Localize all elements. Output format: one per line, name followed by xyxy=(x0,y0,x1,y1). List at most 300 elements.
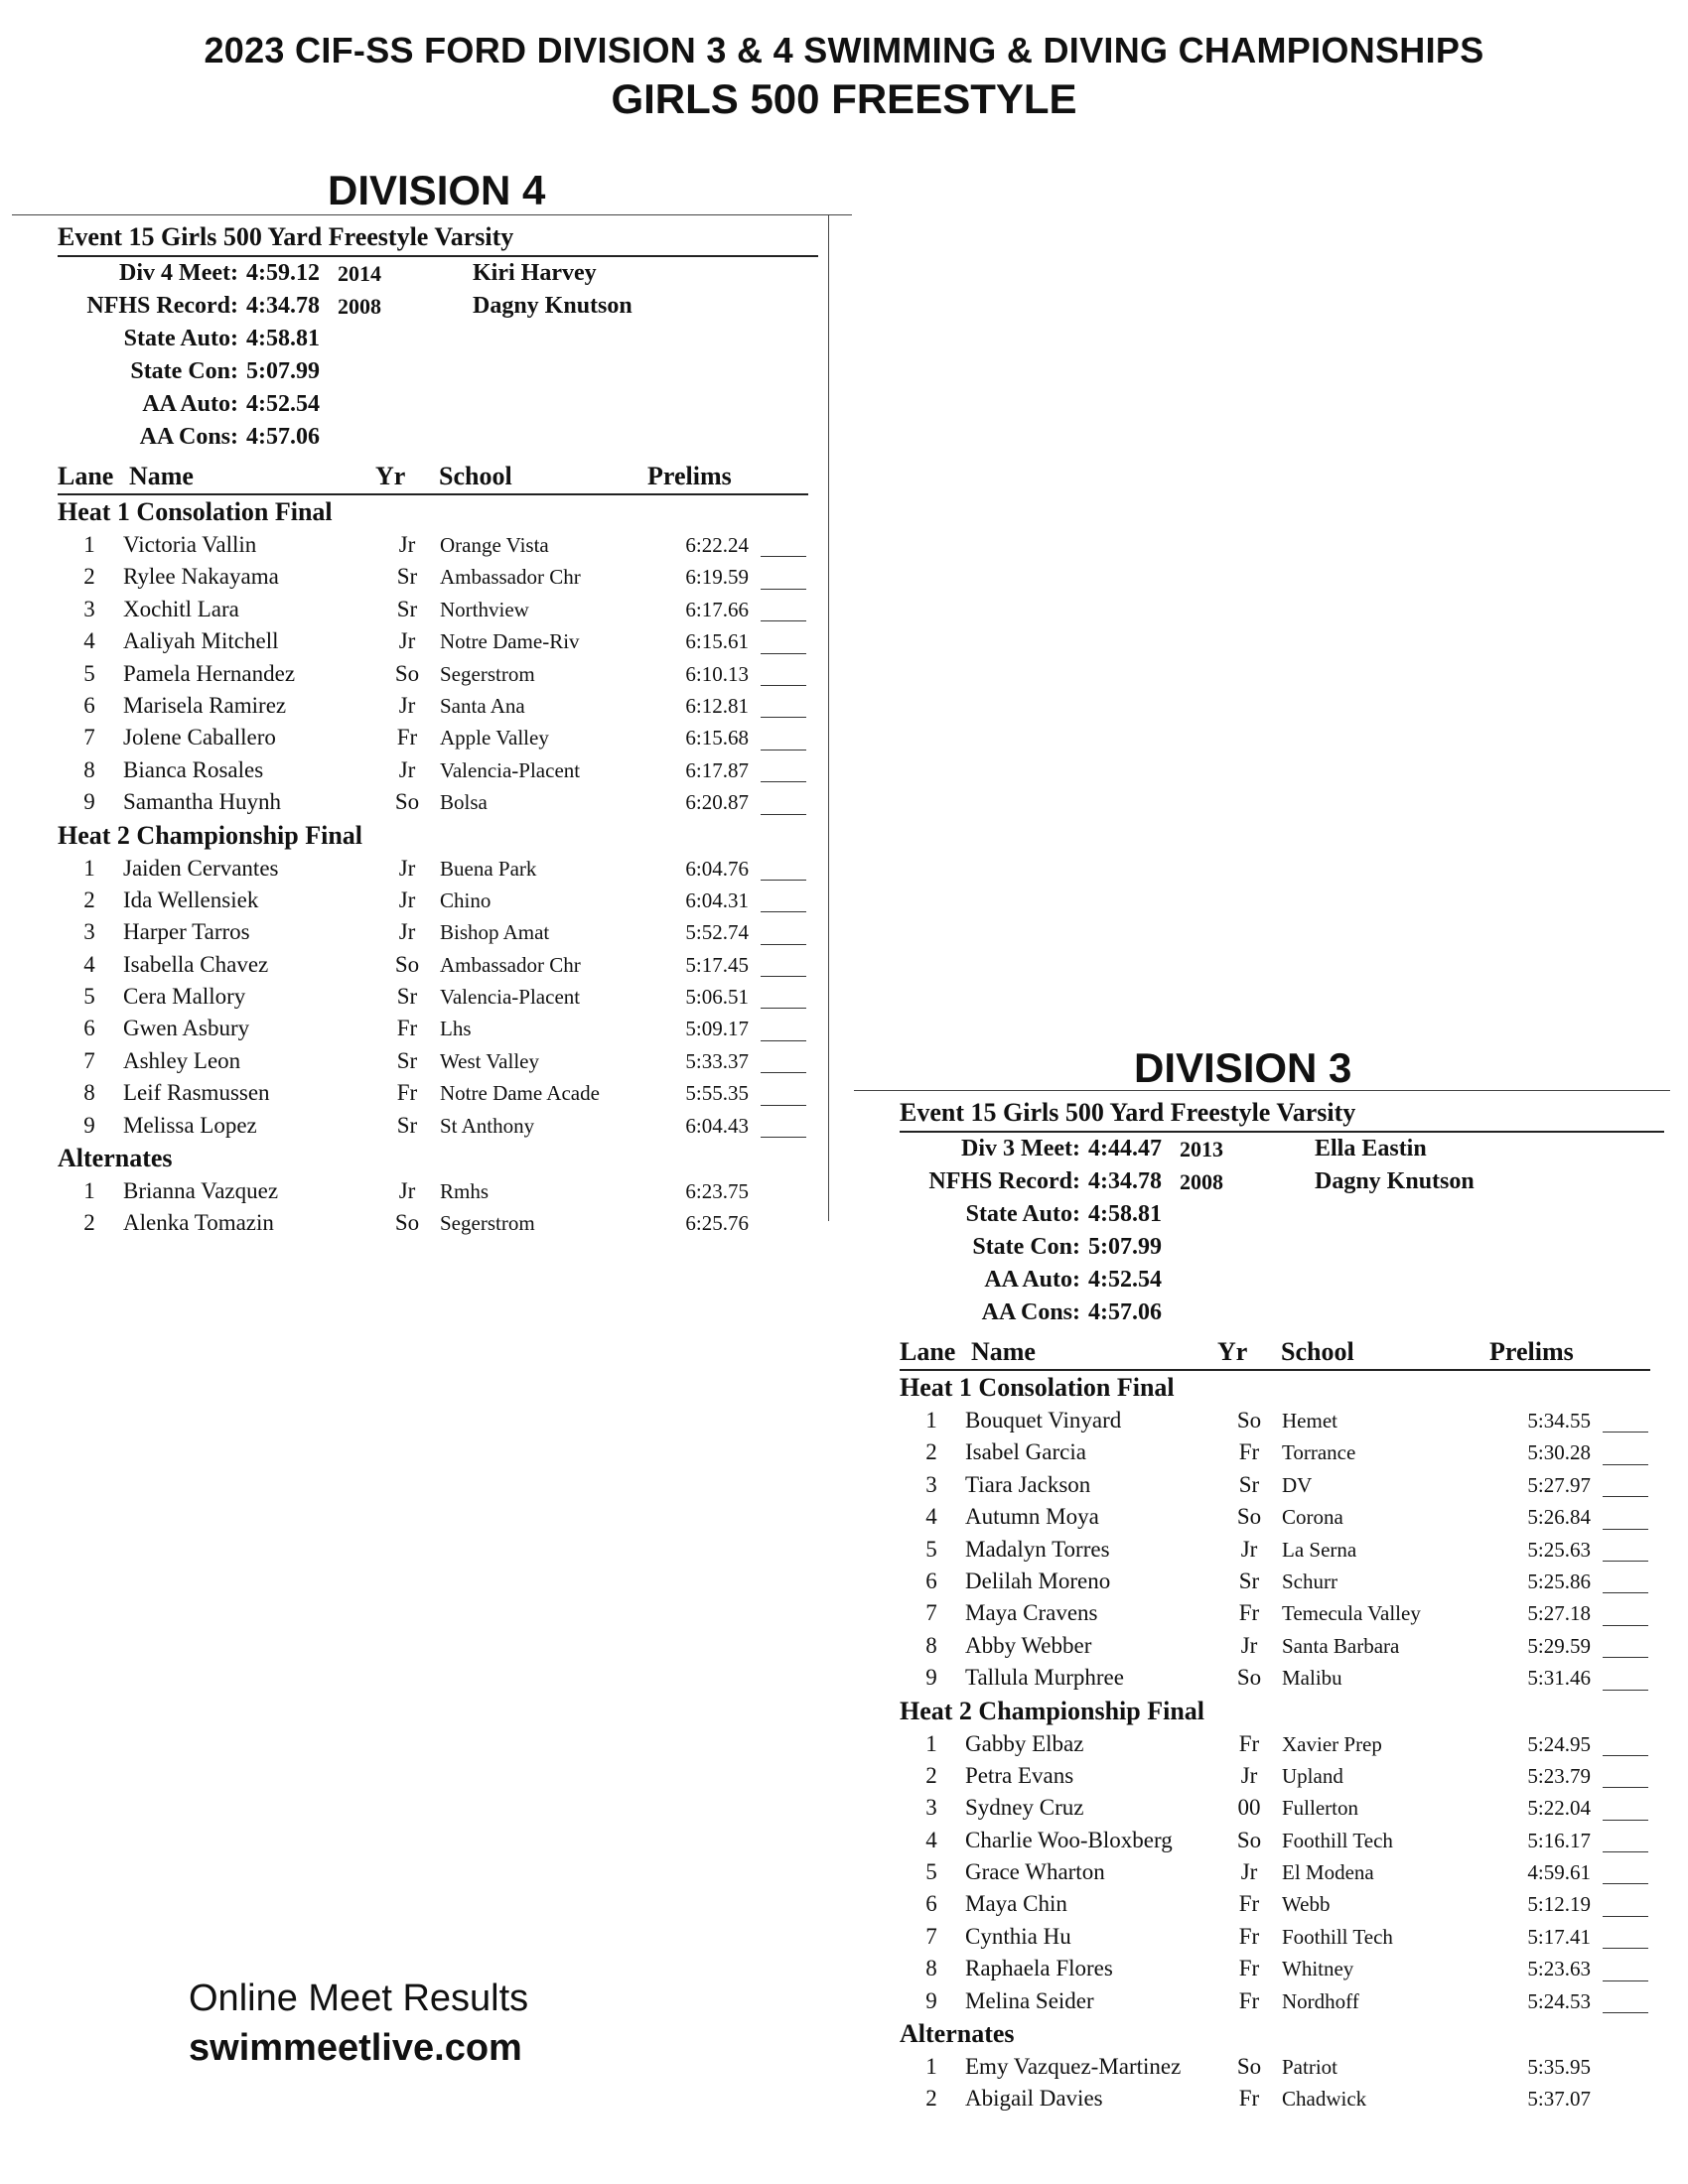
record-row xyxy=(900,1297,1664,1329)
swimmer-school: Buena Park xyxy=(440,856,537,881)
swimmer-name: Emy Vazquez-Martinez xyxy=(965,2054,1182,2080)
swimmer-year: Jr xyxy=(398,887,416,912)
record-time: 4:59.12 xyxy=(246,260,320,286)
finals-time-blank xyxy=(1603,1856,1648,1884)
swimmer-name: Leif Rasmussen xyxy=(123,1080,270,1106)
swimmer-row xyxy=(900,1501,1664,1533)
swimmer-school: Santa Ana xyxy=(440,693,525,718)
column-header-yr: Yr xyxy=(1217,1337,1248,1366)
swimmer-prelims-time: 4:59.61 xyxy=(1527,1860,1591,1885)
record-year: 2008 xyxy=(338,294,381,319)
finals-time-blank xyxy=(761,853,806,881)
swimmer-school: Hemet xyxy=(1282,1409,1337,1433)
swimmer-lane: 1 xyxy=(925,1408,937,1433)
finals-time-blank xyxy=(761,594,806,621)
swimmer-lane: 3 xyxy=(83,919,95,945)
division-3-title: DIVISION 3 xyxy=(1134,1044,1352,1091)
swimmer-prelims-time: 6:15.68 xyxy=(685,726,749,751)
finals-time-blank xyxy=(1603,1953,1648,1980)
finals-time-blank xyxy=(1603,1760,1648,1788)
swimmer-lane: 9 xyxy=(83,789,95,815)
swimmer-year: Jr xyxy=(398,532,416,557)
swimmer-school: Chino xyxy=(440,887,492,912)
swimmer-lane: 5 xyxy=(83,660,95,686)
record-row xyxy=(58,388,818,421)
swimmer-school: El Modena xyxy=(1282,1860,1374,1885)
swimmer-row xyxy=(900,2083,1664,2115)
column-header-lane: Lane xyxy=(900,1337,956,1366)
record-label: Div 3 Meet: xyxy=(961,1136,1080,1161)
swimmer-year: So xyxy=(394,789,420,815)
swimmer-row xyxy=(58,529,818,561)
swimmer-row xyxy=(900,1856,1664,1888)
swimmer-year: Jr xyxy=(398,855,416,881)
swimmer-year: Sr xyxy=(1238,1568,1260,1593)
swimmer-name: Melina Seider xyxy=(965,1987,1094,2013)
swimmer-year: Sr xyxy=(396,984,418,1010)
swimmer-name: Madalyn Torres xyxy=(965,1536,1110,1562)
swimmer-year: Sr xyxy=(396,1047,418,1073)
swimmer-row xyxy=(900,1792,1664,1824)
swimmer-row xyxy=(58,690,818,722)
swimmer-year: Fr xyxy=(396,1016,418,1041)
swimmer-prelims-time: 5:55.35 xyxy=(685,1081,749,1106)
swimmer-lane: 5 xyxy=(925,1536,937,1562)
swimmer-prelims-time: 6:17.87 xyxy=(685,757,749,782)
record-label: AA Cons: xyxy=(981,1299,1080,1325)
swimmer-year: So xyxy=(1236,2054,1262,2080)
swimmer-name: Maya Cravens xyxy=(965,1600,1098,1626)
finals-time-blank xyxy=(761,786,806,814)
swimmer-row xyxy=(900,1566,1664,1597)
swimmer-year: So xyxy=(1236,1827,1262,1852)
swimmer-school: Notre Dame-Riv xyxy=(440,629,580,654)
swimmer-row xyxy=(900,1534,1664,1566)
swimmer-year: So xyxy=(1236,1408,1262,1433)
swimmer-school: Notre Dame Acade xyxy=(440,1081,600,1106)
swimmer-name: Harper Tarros xyxy=(123,919,250,945)
swimmer-prelims-time: 5:12.19 xyxy=(1527,1892,1591,1917)
heat-title: Alternates xyxy=(900,2019,1015,2049)
division-4-frame-side xyxy=(828,214,829,1221)
swimmer-prelims-time: 5:24.95 xyxy=(1527,1731,1591,1756)
swimmer-year: So xyxy=(394,660,420,686)
swimmer-name: Bouquet Vinyard xyxy=(965,1408,1122,1433)
swimmer-prelims-time: 5:16.17 xyxy=(1527,1828,1591,1852)
finals-time-blank xyxy=(761,1110,806,1138)
division-4-title: DIVISION 4 xyxy=(328,167,546,213)
swimmer-name: Abby Webber xyxy=(965,1632,1092,1658)
swimmer-prelims-time: 5:09.17 xyxy=(685,1017,749,1041)
swimmer-lane: 4 xyxy=(925,1504,937,1530)
record-label: State Con: xyxy=(130,358,238,384)
record-holder: Ella Eastin xyxy=(1315,1136,1427,1161)
division-4-panel xyxy=(58,219,818,1240)
swimmer-row xyxy=(58,1045,818,1077)
finals-time-blank xyxy=(1603,1534,1648,1562)
swimmer-row xyxy=(58,1207,818,1239)
swimmer-prelims-time: 5:25.86 xyxy=(1527,1569,1591,1593)
swimmer-lane: 8 xyxy=(925,1956,937,1981)
swimmer-name: Brianna Vazquez xyxy=(123,1178,279,1204)
swimmer-name: Xochitl Lara xyxy=(123,596,239,621)
record-holder: Dagny Knutson xyxy=(1315,1168,1475,1194)
swimmer-row xyxy=(58,1013,818,1044)
finals-time-blank xyxy=(761,690,806,718)
swimmer-prelims-time: 5:30.28 xyxy=(1527,1440,1591,1465)
swimmer-prelims-time: 5:27.97 xyxy=(1527,1472,1591,1497)
swimmer-row xyxy=(58,1175,818,1207)
swimmer-prelims-time: 5:52.74 xyxy=(685,920,749,945)
swimmer-school: La Serna xyxy=(1282,1537,1357,1562)
swimmer-school: Schurr xyxy=(1282,1569,1337,1593)
swimmer-school: Northview xyxy=(440,597,529,621)
record-year: 2008 xyxy=(1180,1169,1223,1194)
swimmer-school: Apple Valley xyxy=(440,726,549,751)
swimmer-lane: 6 xyxy=(925,1891,937,1917)
swimmer-school: West Valley xyxy=(440,1048,539,1073)
swimmer-lane: 2 xyxy=(83,1210,95,1236)
finals-time-blank xyxy=(761,722,806,750)
swimmer-school: Temecula Valley xyxy=(1282,1601,1421,1626)
swimmer-row xyxy=(58,1077,818,1109)
swimmer-name: Ashley Leon xyxy=(123,1047,241,1073)
swimmer-row xyxy=(58,658,818,690)
swimmer-row xyxy=(58,949,818,981)
swimmer-school: Fullerton xyxy=(1282,1796,1358,1821)
heat-title: Heat 1 Consolation Final xyxy=(900,1373,1175,1402)
record-time: 5:07.99 xyxy=(246,358,320,384)
swimmer-prelims-time: 5:17.41 xyxy=(1527,1924,1591,1949)
swimmer-year: Jr xyxy=(398,1178,416,1204)
swimmer-year: Fr xyxy=(1238,1730,1260,1756)
swimmer-name: Cera Mallory xyxy=(123,984,246,1010)
swimmer-year: Fr xyxy=(396,1080,418,1106)
swimmer-lane: 9 xyxy=(925,1987,937,2013)
column-header-yr: Yr xyxy=(375,462,406,490)
swimmer-row xyxy=(900,1662,1664,1694)
swimmer-lane: 1 xyxy=(83,1178,95,1204)
record-holder: Dagny Knutson xyxy=(473,293,633,319)
swimmer-row xyxy=(900,2051,1664,2083)
finals-time-blank xyxy=(1603,1501,1648,1529)
swimmer-lane: 1 xyxy=(925,1730,937,1756)
finals-time-blank xyxy=(1603,1405,1648,1433)
swimmer-row xyxy=(58,722,818,753)
swimmer-row xyxy=(900,1597,1664,1629)
swimmer-lane: 9 xyxy=(83,1112,95,1138)
finals-time-blank xyxy=(1603,1436,1648,1464)
swimmer-prelims-time: 5:25.63 xyxy=(1527,1537,1591,1562)
swimmer-name: Ida Wellensiek xyxy=(123,887,259,912)
swimmer-prelims-time: 6:17.66 xyxy=(685,597,749,621)
finals-time-blank xyxy=(1603,1921,1648,1949)
swimmer-school: Bolsa xyxy=(440,790,488,815)
swimmer-prelims-time: 5:37.07 xyxy=(1527,2087,1591,2112)
swimmer-prelims-time: 5:34.55 xyxy=(1527,1409,1591,1433)
swimmer-school: Valencia-Placent xyxy=(440,757,581,782)
swimmer-lane: 5 xyxy=(925,1859,937,1885)
swimmer-row xyxy=(58,981,818,1013)
swimmer-year: Jr xyxy=(398,919,416,945)
finals-time-blank xyxy=(761,754,806,782)
swimmer-prelims-time: 6:04.76 xyxy=(685,856,749,881)
swimmer-lane: 8 xyxy=(925,1632,937,1658)
swimmer-school: Malibu xyxy=(1282,1666,1342,1691)
record-row xyxy=(58,257,818,290)
record-label: Div 4 Meet: xyxy=(119,260,238,286)
finals-time-blank xyxy=(1603,1469,1648,1497)
record-year: 2013 xyxy=(1180,1137,1223,1161)
swimmer-year: So xyxy=(394,1210,420,1236)
swimmer-name: Tallula Murphree xyxy=(965,1665,1124,1691)
record-time: 4:57.06 xyxy=(246,424,320,450)
swimmer-lane: 7 xyxy=(83,1047,95,1073)
heat-title: Heat 1 Consolation Final xyxy=(58,497,333,526)
record-row xyxy=(58,323,818,355)
record-time: 4:58.81 xyxy=(1088,1201,1162,1227)
swimmer-name: Samantha Huynh xyxy=(123,789,282,815)
finals-time-blank xyxy=(1603,1597,1648,1625)
swimmer-lane: 1 xyxy=(83,532,95,557)
swimmer-school: Whitney xyxy=(1282,1957,1354,1981)
swimmer-lane: 1 xyxy=(925,2054,937,2080)
finals-time-blank xyxy=(761,625,806,653)
swimmer-name: Rylee Nakayama xyxy=(123,564,279,590)
event-title: Event 15 Girls 500 Yard Freestyle Varsity xyxy=(900,1098,1356,1127)
swimmer-school: Foothill Tech xyxy=(1282,1828,1393,1852)
swimmer-lane: 7 xyxy=(83,725,95,751)
swimmer-row xyxy=(900,1405,1664,1436)
swimmer-name: Isabella Chavez xyxy=(123,951,269,977)
record-label: AA Auto: xyxy=(142,391,238,417)
swimmer-lane: 7 xyxy=(925,1600,937,1626)
column-header-prelims: Prelims xyxy=(1489,1337,1574,1366)
division-3-frame-top xyxy=(854,1090,1670,1091)
swimmer-lane: 2 xyxy=(925,1439,937,1465)
swimmer-year: Fr xyxy=(1238,1923,1260,1949)
event-title: Event 15 Girls 500 Yard Freestyle Varsity xyxy=(58,222,514,251)
swimmer-row xyxy=(900,1888,1664,1920)
swimmer-row xyxy=(900,1953,1664,1984)
swimmer-prelims-time: 5:22.04 xyxy=(1527,1796,1591,1821)
swimmer-year: Fr xyxy=(1238,1439,1260,1465)
swimmer-lane: 7 xyxy=(925,1923,937,1949)
record-time: 5:07.99 xyxy=(1088,1234,1162,1260)
swimmer-prelims-time: 6:04.31 xyxy=(685,887,749,912)
finals-time-blank xyxy=(761,916,806,944)
finals-time-blank xyxy=(761,561,806,589)
finals-time-blank xyxy=(761,949,806,977)
swimmer-school: Lhs xyxy=(440,1017,472,1041)
swimmer-prelims-time: 5:24.53 xyxy=(1527,1988,1591,2013)
swimmer-school: Xavier Prep xyxy=(1282,1731,1382,1756)
record-row xyxy=(900,1264,1664,1297)
swimmer-prelims-time: 6:23.75 xyxy=(685,1179,749,1204)
swimmer-name: Aaliyah Mitchell xyxy=(123,628,279,654)
column-header-school: School xyxy=(1281,1337,1354,1366)
swimmer-year: Fr xyxy=(396,725,418,751)
footer-online-results: Online Meet Results xyxy=(189,1978,529,2019)
record-holder: Kiri Harvey xyxy=(473,260,597,286)
swimmer-row xyxy=(58,885,818,916)
swimmer-school: Rmhs xyxy=(440,1179,490,1204)
record-time: 4:52.54 xyxy=(1088,1267,1162,1293)
swimmer-year: Sr xyxy=(396,596,418,621)
swimmer-row xyxy=(900,1630,1664,1662)
swimmer-year: Sr xyxy=(396,1112,418,1138)
swimmer-name: Gwen Asbury xyxy=(123,1016,250,1041)
swimmer-school: Bishop Amat xyxy=(440,920,550,945)
finals-time-blank xyxy=(1603,1728,1648,1756)
swimmer-year: Fr xyxy=(1238,2086,1260,2112)
swimmer-year: Sr xyxy=(1238,1471,1260,1497)
swimmer-name: Charlie Woo-Bloxberg xyxy=(965,1827,1173,1852)
swimmer-lane: 2 xyxy=(925,2086,937,2112)
swimmer-year: Jr xyxy=(398,628,416,654)
swimmer-school: Ambassador Chr xyxy=(440,565,581,590)
finals-time-blank xyxy=(1603,1792,1648,1820)
record-time: 4:34.78 xyxy=(246,293,320,319)
swimmer-prelims-time: 5:23.79 xyxy=(1527,1763,1591,1788)
swimmer-year: So xyxy=(1236,1504,1262,1530)
swimmer-year: Jr xyxy=(398,692,416,718)
swimmer-prelims-time: 5:35.95 xyxy=(1527,2055,1591,2080)
swimmer-lane: 2 xyxy=(83,887,95,912)
swimmer-year: So xyxy=(394,951,420,977)
swimmer-prelims-time: 5:33.37 xyxy=(685,1048,749,1073)
column-headers xyxy=(900,1329,1664,1369)
swimmer-school: Corona xyxy=(1282,1505,1343,1530)
swimmer-year: So xyxy=(1236,1665,1262,1691)
swimmer-lane: 9 xyxy=(925,1665,937,1691)
finals-time-blank xyxy=(1603,1888,1648,1916)
swimmer-row xyxy=(58,1110,818,1142)
swimmer-name: Autumn Moya xyxy=(965,1504,1099,1530)
swimmer-row xyxy=(58,594,818,625)
swimmer-year: Fr xyxy=(1238,1956,1260,1981)
swimmer-row xyxy=(900,1760,1664,1792)
swimmer-row xyxy=(900,1985,1664,2017)
record-time: 4:34.78 xyxy=(1088,1168,1162,1194)
heat-title: Alternates xyxy=(58,1144,173,1173)
finals-time-blank xyxy=(761,1013,806,1040)
swimmer-lane: 3 xyxy=(83,596,95,621)
record-label: State Con: xyxy=(972,1234,1080,1260)
swimmer-name: Victoria Vallin xyxy=(123,532,257,557)
finals-time-blank xyxy=(1603,1825,1648,1852)
swimmer-lane: 8 xyxy=(83,1080,95,1106)
record-row xyxy=(58,290,818,323)
record-row xyxy=(900,1198,1664,1231)
swimmer-name: Abigail Davies xyxy=(965,2086,1103,2112)
swimmer-name: Sydney Cruz xyxy=(965,1795,1084,1821)
finals-time-blank xyxy=(761,658,806,686)
swimmer-prelims-time: 5:26.84 xyxy=(1527,1505,1591,1530)
heat-title: Heat 2 Championship Final xyxy=(900,1696,1205,1725)
finals-time-blank xyxy=(761,981,806,1009)
swimmer-name: Isabel Garcia xyxy=(965,1439,1086,1465)
swimmer-name: Grace Wharton xyxy=(965,1859,1105,1885)
column-header-name: Name xyxy=(971,1337,1036,1366)
swimmer-name: Pamela Hernandez xyxy=(123,660,296,686)
swimmer-row xyxy=(900,1921,1664,1953)
swimmer-prelims-time: 6:12.81 xyxy=(685,693,749,718)
swimmer-school: Segerstrom xyxy=(440,661,535,686)
swimmer-row xyxy=(900,1469,1664,1501)
swimmer-prelims-time: 5:23.63 xyxy=(1527,1957,1591,1981)
finals-time-blank xyxy=(1603,1985,1648,2013)
record-row xyxy=(900,1165,1664,1198)
swimmer-school: Ambassador Chr xyxy=(440,952,581,977)
swimmer-lane: 2 xyxy=(925,1762,937,1788)
record-label: State Auto: xyxy=(123,326,238,351)
swimmer-school: Santa Barbara xyxy=(1282,1633,1400,1658)
swimmer-prelims-time: 5:27.18 xyxy=(1527,1601,1591,1626)
swimmer-prelims-time: 6:20.87 xyxy=(685,790,749,815)
swimmer-year: 00 xyxy=(1237,1795,1261,1821)
record-time: 4:58.81 xyxy=(246,326,320,351)
record-label: NFHS Record: xyxy=(928,1168,1080,1194)
division-3-panel xyxy=(900,1095,1664,2116)
page-title: 2023 CIF-SS FORD DIVISION 3 & 4 SWIMMING & DIVING CHAMPIONSHIPS xyxy=(204,30,1484,70)
swimmer-row xyxy=(58,853,818,885)
column-headers xyxy=(58,454,818,493)
swimmer-school: Webb xyxy=(1282,1892,1331,1917)
record-time: 4:57.06 xyxy=(1088,1299,1162,1325)
swimmer-year: Fr xyxy=(1238,1891,1260,1917)
record-row xyxy=(900,1231,1664,1264)
page-subtitle: GIRLS 500 FREESTYLE xyxy=(611,75,1077,122)
swimmer-year: Fr xyxy=(1238,1600,1260,1626)
swimmer-lane: 6 xyxy=(83,692,95,718)
swimmer-prelims-time: 6:25.76 xyxy=(685,1211,749,1236)
finals-time-blank xyxy=(761,885,806,912)
swimmer-prelims-time: 6:22.24 xyxy=(685,533,749,557)
finals-time-blank xyxy=(1603,1566,1648,1593)
swimmer-row xyxy=(58,754,818,786)
column-header-lane: Lane xyxy=(58,462,114,490)
swimmer-school: Valencia-Placent xyxy=(440,985,581,1010)
swimmer-prelims-time: 6:19.59 xyxy=(685,565,749,590)
record-row xyxy=(58,355,818,388)
swimmer-school: Foothill Tech xyxy=(1282,1924,1393,1949)
finals-time-blank xyxy=(1603,1630,1648,1658)
swimmer-name: Tiara Jackson xyxy=(965,1471,1091,1497)
swimmer-name: Jaiden Cervantes xyxy=(123,855,279,881)
record-label: NFHS Record: xyxy=(86,293,238,319)
swimmer-school: Nordhoff xyxy=(1282,1988,1359,2013)
record-label: AA Cons: xyxy=(139,424,238,450)
swimmer-row xyxy=(58,625,818,657)
swimmer-year: Jr xyxy=(1240,1632,1258,1658)
swimmer-lane: 2 xyxy=(83,564,95,590)
swimmer-prelims-time: 5:29.59 xyxy=(1527,1633,1591,1658)
swimmer-lane: 4 xyxy=(83,951,95,977)
swimmer-prelims-time: 6:04.43 xyxy=(685,1113,749,1138)
swimmer-row xyxy=(900,1436,1664,1468)
division-4-frame-top xyxy=(12,214,852,215)
record-time: 4:52.54 xyxy=(246,391,320,417)
swimmer-name: Gabby Elbaz xyxy=(965,1730,1084,1756)
swimmer-lane: 8 xyxy=(83,756,95,782)
swimmer-school: Torrance xyxy=(1282,1440,1356,1465)
swimmer-year: Jr xyxy=(398,756,416,782)
swimmer-row xyxy=(900,1728,1664,1760)
swimmer-prelims-time: 5:17.45 xyxy=(685,952,749,977)
swimmer-lane: 6 xyxy=(925,1568,937,1593)
footer-website: swimmeetlive.com xyxy=(189,2027,522,2069)
